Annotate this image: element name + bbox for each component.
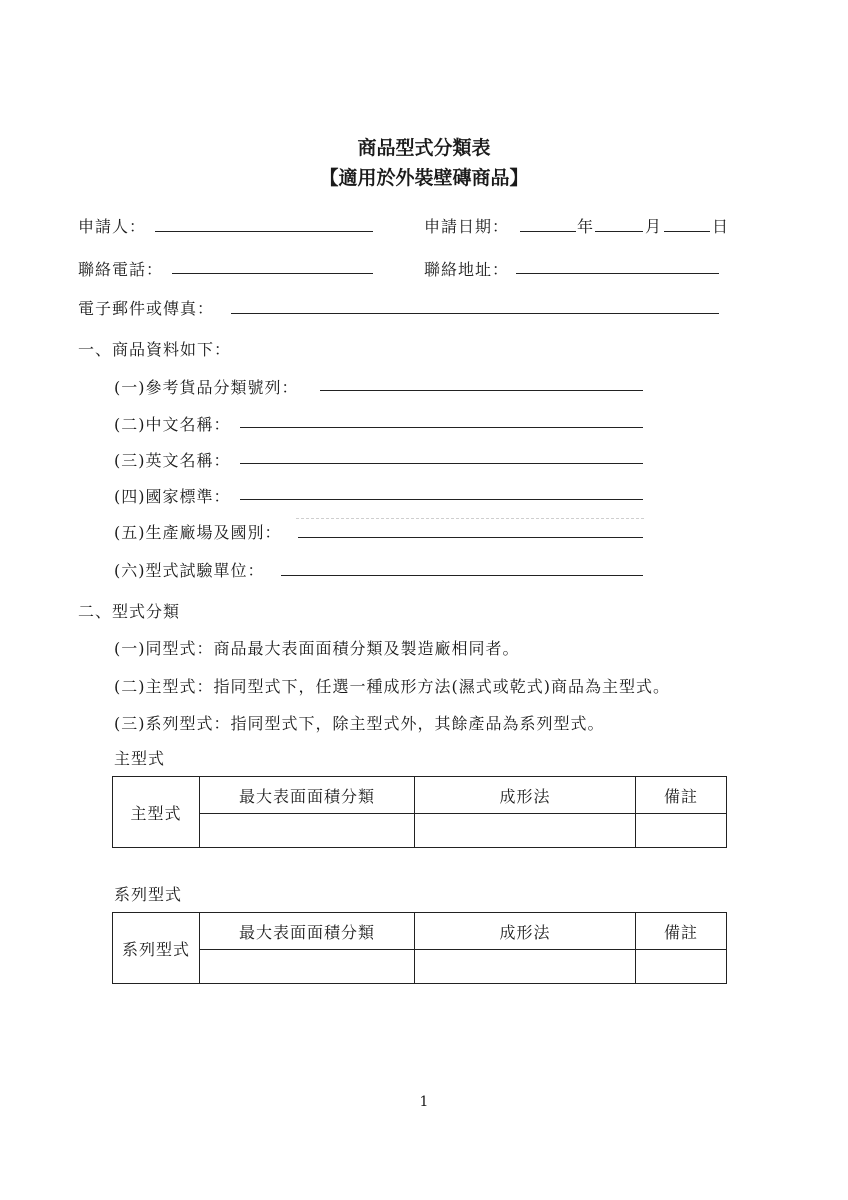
section2-heading: 二、型式分類 xyxy=(78,602,181,621)
factory-country-field[interactable] xyxy=(298,537,643,538)
phone-field[interactable] xyxy=(172,273,373,274)
day-field[interactable] xyxy=(664,231,710,232)
day-label: 日 xyxy=(712,217,730,236)
year-field[interactable] xyxy=(520,231,576,232)
main-max-area-cell[interactable] xyxy=(200,814,415,848)
address-label: 聯絡地址： xyxy=(424,260,510,279)
applicant-field[interactable] xyxy=(155,231,373,232)
english-name-label: (三)英文名稱： xyxy=(114,451,231,470)
tariff-number-label: (一)參考貨品分類號列： xyxy=(114,378,299,397)
month-field[interactable] xyxy=(595,231,643,232)
main-type-table xyxy=(112,776,727,848)
column-header-remarks: 備註 xyxy=(636,913,727,950)
test-lab-field[interactable] xyxy=(281,575,643,576)
series-type-row-header: 系列型式 xyxy=(113,913,200,984)
test-lab-label: (六)型式試驗單位： xyxy=(114,561,265,580)
series-remarks-cell[interactable] xyxy=(636,950,727,984)
factory-country-label: (五)生產廠場及國別： xyxy=(114,523,282,542)
series-forming-method-cell[interactable] xyxy=(415,950,636,984)
form-subtitle: 【適用於外裝壁磚商品】 xyxy=(319,167,529,189)
main-remarks-cell[interactable] xyxy=(636,814,727,848)
main-type-caption: 主型式 xyxy=(114,749,166,768)
month-label: 月 xyxy=(645,217,663,236)
email-fax-field[interactable] xyxy=(231,313,719,314)
column-header-forming-method: 成形法 xyxy=(415,777,636,814)
phone-label: 聯絡電話： xyxy=(78,260,164,279)
series-type-caption: 系列型式 xyxy=(114,885,183,904)
main-type-definition: (二)主型式：指同型式下，任選一種成形方法(濕式或乾式)商品為主型式。 xyxy=(114,677,670,696)
address-field[interactable] xyxy=(516,273,719,274)
column-header-max-area: 最大表面面積分類 xyxy=(200,913,415,950)
chinese-name-label: (二)中文名稱： xyxy=(114,415,231,434)
section1-heading: 一、商品資料如下： xyxy=(78,340,232,359)
national-standard-label: (四)國家標準： xyxy=(114,487,231,506)
series-type-table xyxy=(112,912,727,984)
application-date-label: 申請日期： xyxy=(424,217,510,236)
tariff-number-field[interactable] xyxy=(320,390,643,391)
email-fax-label: 電子郵件或傳真： xyxy=(78,299,215,318)
form-title: 商品型式分類表 xyxy=(357,137,491,159)
applicant-label: 申請人： xyxy=(78,217,147,236)
main-forming-method-cell[interactable] xyxy=(415,814,636,848)
english-name-field[interactable] xyxy=(240,463,643,464)
series-max-area-cell[interactable] xyxy=(200,950,415,984)
main-type-row-header: 主型式 xyxy=(113,777,200,848)
column-header-forming-method: 成形法 xyxy=(415,913,636,950)
national-standard-field[interactable] xyxy=(240,499,643,500)
same-type-definition: (一)同型式：商品最大表面面積分類及製造廠相同者。 xyxy=(114,639,520,658)
column-header-max-area: 最大表面面積分類 xyxy=(200,777,415,814)
year-label: 年 xyxy=(577,217,595,236)
scan-artifact xyxy=(296,518,644,519)
column-header-remarks: 備註 xyxy=(636,777,727,814)
page-number: 1 xyxy=(419,1094,429,1110)
chinese-name-field[interactable] xyxy=(240,427,643,428)
series-type-definition: (三)系列型式：指同型式下，除主型式外，其餘產品為系列型式。 xyxy=(114,714,605,733)
